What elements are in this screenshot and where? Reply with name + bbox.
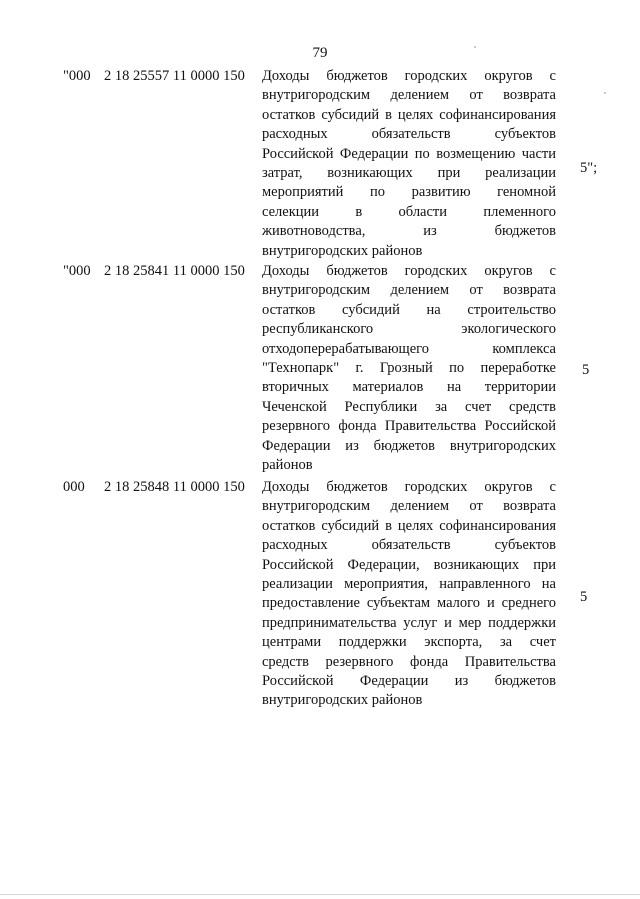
description-line: внутригородских районов: [262, 242, 423, 259]
description-line: животноводства, из бюджетов: [262, 223, 556, 240]
budget-classification-code: 2 18 25841 11 0000 150: [104, 263, 245, 279]
description-line: предоставление субъектам малого и среднего: [262, 595, 556, 612]
admin-code: 000: [63, 479, 85, 495]
description-line: республиканского экологического: [262, 321, 556, 338]
description-line: центрами поддержки экспорта, за счет: [262, 634, 556, 651]
description-line: "Технопарк" г. Грозный по переработке: [262, 360, 556, 377]
description-line: резервного фонда Правительства Российской: [262, 418, 556, 435]
amount-value: 5: [580, 589, 588, 605]
income-description: [262, 262, 556, 475]
description-line: Доходы бюджетов городских округов с: [262, 263, 556, 279]
description-line: затрат, возникающих при реализации: [262, 165, 556, 182]
description-line: средств резервного фонда Правительства: [262, 653, 556, 670]
admin-code: "000: [63, 263, 91, 279]
description-line: отходоперерабатывающего комплекса: [262, 340, 556, 357]
description-line: Чеченской Республики за счет средств: [262, 398, 556, 415]
amount-value: 5";: [580, 160, 598, 176]
description-line: расходных обязательств субъектов: [262, 126, 556, 143]
description-line: Федерации из бюджетов внутригородских: [262, 437, 556, 454]
income-description: [262, 67, 556, 261]
income-description: [262, 478, 556, 711]
description-line: остатков субсидий в целях софинансирования: [262, 106, 556, 123]
page-number: 79: [312, 45, 328, 61]
description-line: Российской Федерации, возникающих при: [262, 556, 556, 573]
description-line: предпринимательства услуг и мер поддержки: [262, 614, 556, 631]
budget-classification-code: 2 18 25557 11 0000 150: [104, 68, 245, 84]
description-line: Доходы бюджетов городских округов с: [262, 68, 556, 84]
description-line: Российской Федерации из бюджетов: [262, 673, 556, 690]
description-line: Российской Федерации по возмещению части: [262, 145, 556, 162]
description-line: расходных обязательств субъектов: [262, 537, 556, 554]
budget-classification-code: 2 18 25848 11 0000 150: [104, 479, 245, 495]
description-line: Доходы бюджетов городских округов с: [262, 479, 556, 495]
description-line: селекции в области племенного: [262, 203, 556, 220]
admin-code: "000: [63, 68, 91, 84]
description-line: остатков субсидий в целях софинансирования: [262, 517, 556, 534]
amount-value: 5: [582, 362, 590, 378]
scan-speck: [604, 92, 606, 94]
description-line: мероприятий по развитию геномной: [262, 184, 556, 201]
description-line: реализации мероприятия, направленного на: [262, 576, 556, 593]
scan-edge-line: [0, 894, 640, 895]
description-line: внутригородским делением от возврата: [262, 498, 556, 515]
scan-speck: [474, 46, 476, 48]
description-line: районов: [262, 457, 313, 474]
description-line: внутригородских районов: [262, 692, 423, 709]
description-line: внутригородским делением от возврата: [262, 282, 556, 299]
description-line: внутригородским делением от возврата: [262, 87, 556, 104]
description-line: остатков субсидий на строительство: [262, 301, 556, 318]
description-line: вторичных материалов на территории: [262, 379, 556, 396]
